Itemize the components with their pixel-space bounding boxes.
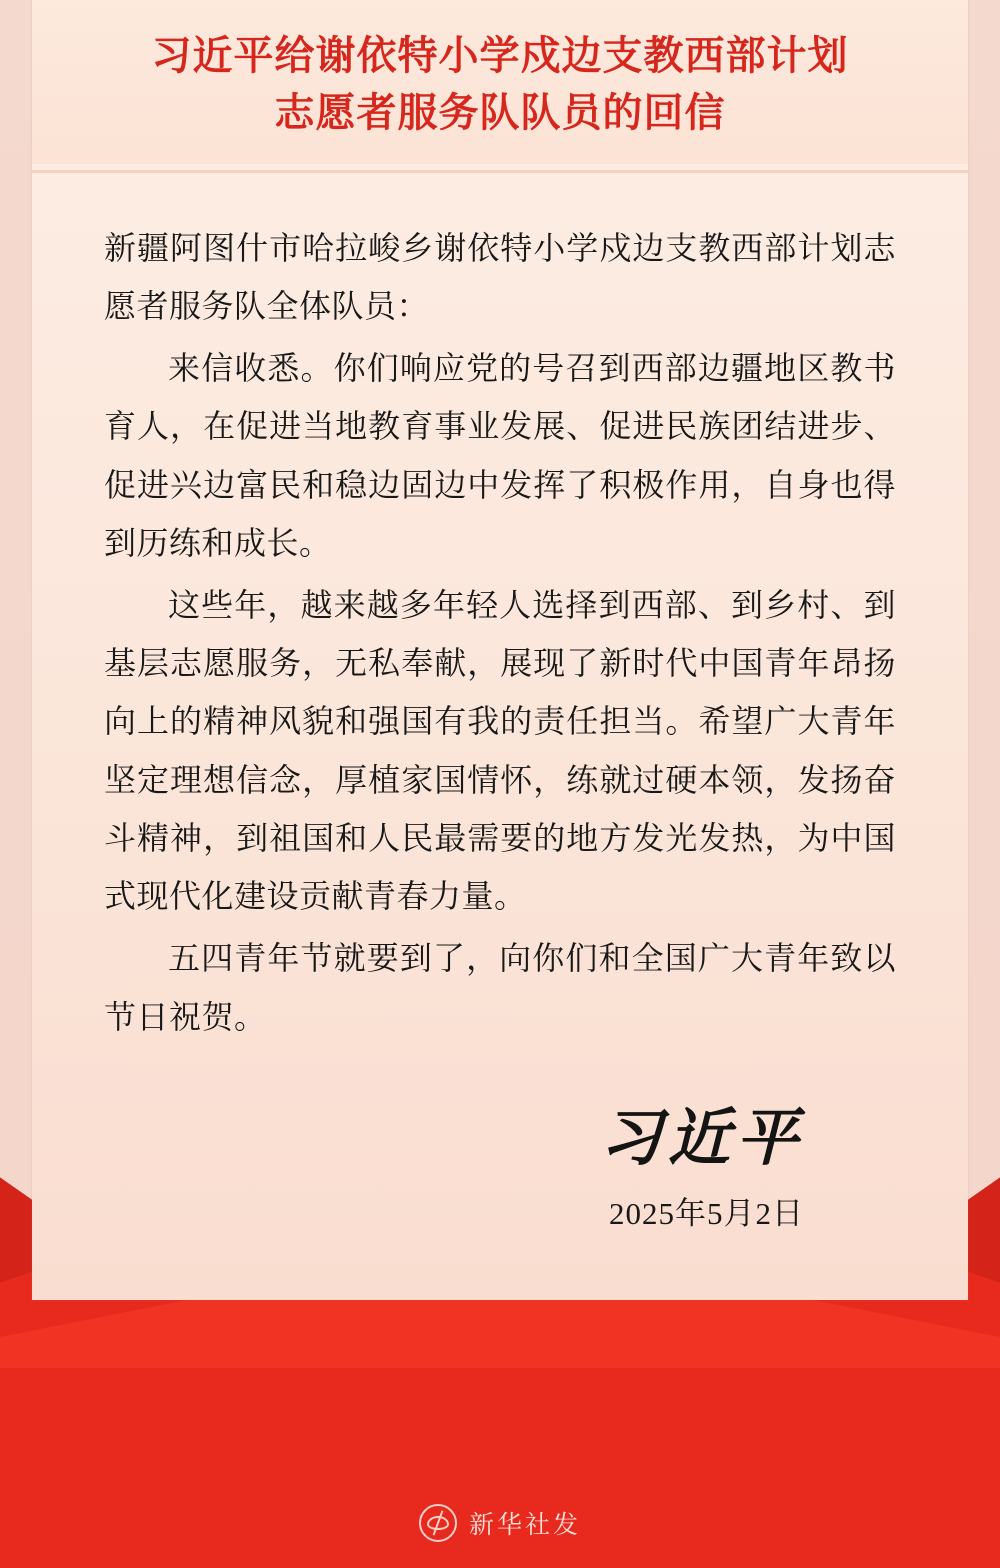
- signature-name: 习近平: [599, 1104, 804, 1173]
- signature-date: 2025年5月2日: [609, 1196, 804, 1232]
- xinhua-emblem-icon: [419, 1504, 457, 1542]
- signature-block: [104, 1102, 896, 1233]
- letter-sheet: [32, 0, 968, 1300]
- letter-paragraph-2: 这些年，越来越多年轻人选择到西部、到乡村、到基层志愿服务，无私奉献，展现了新时代中国青年昂扬向上的精神风貌和强国有我的责任担当。希望广大青年坚定理想信念，厚植家国情怀，练就过硬本领，发扬奋斗精神，到祖国和人民最需要的地方发光发热，为中国式现代化建设贡献青春力量。: [104, 587, 896, 915]
- page-title-line-1: 习近平给谢依特小学戍边支教西部计划: [151, 33, 849, 78]
- footer-credit: [0, 1504, 1000, 1542]
- page-title-line-2: 志愿者服务队队员的回信: [274, 89, 726, 135]
- letter-body: [32, 173, 968, 1294]
- letter-title-band: [32, 0, 968, 164]
- letter-salutation: 新疆阿图什市哈拉峻乡谢依特小学戍边支教西部计划志愿者服务队全体队员：: [104, 229, 896, 324]
- letter-paragraph-3: 五四青年节就要到了，向你们和全国广大青年致以节日祝贺。: [104, 940, 896, 1035]
- footer-credit-text: 新华社发: [468, 1512, 581, 1539]
- letter-paragraph-1: 来信收悉。你们响应党的号召到西部边疆地区教书育人，在促进当地教育事业发展、促进民族团结进步、促进兴边富民和稳边固边中发挥了积极作用，自身也得到历练和成长。: [104, 350, 896, 561]
- letter-bottom-spacer: [104, 1233, 896, 1293]
- title-divider: [32, 170, 968, 173]
